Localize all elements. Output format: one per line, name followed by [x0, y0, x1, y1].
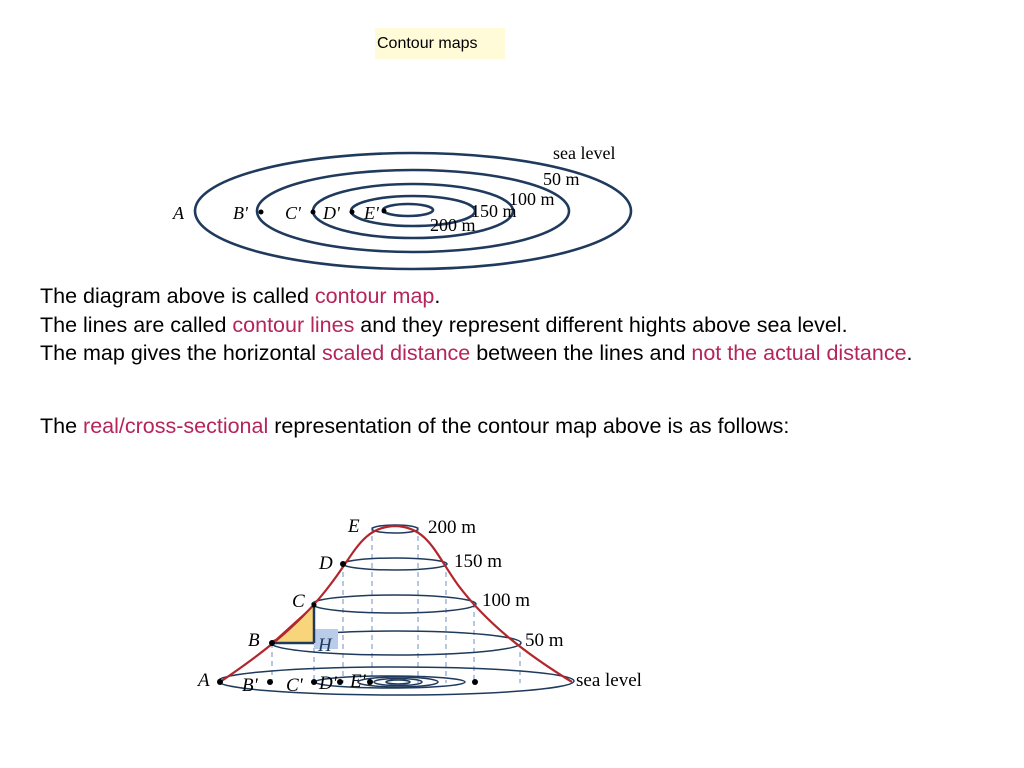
label-50m: 50 m	[543, 169, 580, 189]
contour-50m	[257, 170, 569, 252]
label-d-prime: D'	[323, 203, 340, 223]
highlight-contour-map: contour map	[314, 284, 435, 308]
label-100m: 100 m	[509, 189, 555, 209]
label-b-prime: B'	[233, 203, 248, 223]
slide-title: Contour maps	[375, 28, 505, 59]
text-segment: .	[434, 284, 441, 308]
point-e-prime-base	[367, 679, 373, 685]
text-segment: and they represent different hights above sea level.	[354, 312, 848, 337]
label-200m: 200 m	[430, 215, 476, 235]
point-a	[217, 679, 223, 685]
highlight-real-cross-sectional: real/cross-sectional	[83, 414, 269, 438]
text-segment: between the lines and	[470, 341, 692, 365]
point-b-prime	[259, 210, 264, 215]
point-c	[312, 603, 317, 608]
point-b-prime-base	[267, 679, 273, 685]
point-c-prime-base	[311, 679, 317, 685]
label-h: H	[318, 635, 332, 656]
label-e-prime-base: E'	[350, 671, 366, 692]
point-d-prime-base	[337, 679, 343, 685]
disc-100m	[312, 595, 476, 613]
label-150m: 150 m	[471, 201, 517, 221]
point-d-prime	[350, 210, 355, 215]
label-50m-side: 50 m	[525, 630, 564, 651]
highlight-contour-lines: contour lines	[232, 312, 355, 337]
paragraph-cross-section	[40, 412, 990, 441]
label-c: C	[292, 591, 305, 612]
label-d-prime-base: D'	[319, 673, 337, 694]
label-200m-side: 200 m	[428, 517, 477, 538]
label-a: A	[173, 203, 184, 223]
label-c-prime-base: C'	[286, 675, 303, 696]
text-segment: representation of the contour map above is as follows:	[268, 414, 790, 438]
point-e-prime	[382, 209, 387, 214]
highlight-not-actual-distance: not the actual distance	[691, 341, 907, 365]
label-sea-level: sea level	[553, 143, 616, 163]
point-d	[340, 561, 346, 567]
label-d: D	[319, 553, 333, 574]
text-segment: The	[40, 414, 84, 438]
point-c-prime	[311, 210, 316, 215]
label-e: E	[348, 516, 360, 537]
contour-map-diagram	[165, 135, 645, 275]
label-150m-side: 150 m	[454, 551, 503, 572]
point-b	[269, 640, 275, 646]
highlight-scaled-distance: scaled distance	[322, 341, 471, 365]
label-100m-side: 100 m	[482, 590, 531, 611]
label-c-prime: C'	[285, 203, 301, 223]
disc-150m	[343, 558, 447, 570]
label-a-base: A	[198, 670, 210, 691]
label-b: B	[248, 630, 260, 651]
point-right-base	[472, 679, 478, 685]
text-segment: The diagram above is called	[40, 284, 315, 308]
text-segment: The map gives the horizontal	[40, 341, 323, 365]
contour-200m	[383, 204, 433, 216]
label-e-prime: E'	[364, 203, 379, 223]
paragraph-intro	[40, 282, 990, 368]
text-segment: .	[906, 341, 913, 365]
cross-section-diagram	[190, 505, 660, 705]
label-sea-level-side: sea level	[576, 670, 642, 691]
text-segment: The lines are called	[40, 312, 233, 337]
label-b-prime-base: B'	[242, 675, 258, 696]
